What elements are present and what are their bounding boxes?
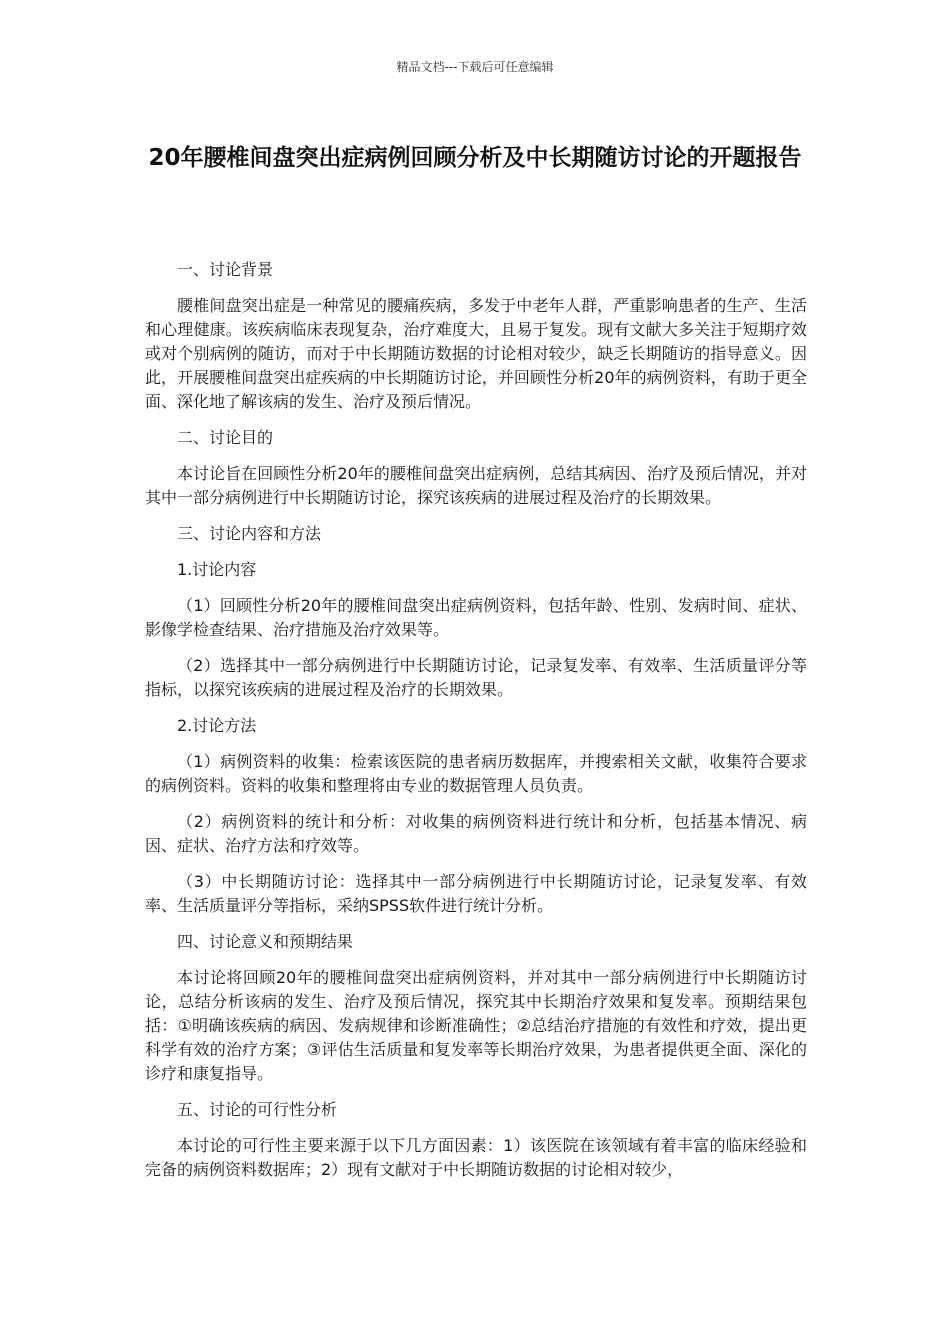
document-title: 20年腰椎间盘突出症病例回顾分析及中长期随访讨论的开题报告 bbox=[148, 145, 802, 171]
section-heading-content-method: 三、讨论内容和方法 bbox=[177, 524, 322, 543]
section-heading-background: 一、讨论背景 bbox=[177, 260, 274, 279]
paragraph-method-3: （3）中长期随访讨论：选择其中一部分病例进行中长期随访讨论，记录复发率、有效率、生活质量评分等指标，采纳SPSS软件进行统计分析。 bbox=[145, 872, 807, 915]
section-heading-significance: 四、讨论意义和预期结果 bbox=[177, 932, 354, 951]
paragraph-content-2: （2）选择其中一部分病例进行中长期随访讨论，记录复发率、有效率、生活质量评分等指标，以探究该疾病的进展过程及治疗的长期效果。 bbox=[145, 656, 807, 699]
paragraph-feasibility: 本讨论的可行性主要来源于以下几方面因素：1）该医院在该领域有着丰富的临床经验和完备的病例资料数据库；2）现有文献对于中长期随访数据的讨论相对较少， bbox=[145, 1136, 807, 1179]
section-heading-feasibility: 五、讨论的可行性分析 bbox=[177, 1100, 338, 1119]
section-heading-purpose: 二、讨论目的 bbox=[177, 428, 274, 447]
subheading-method: 2.讨论方法 bbox=[177, 716, 257, 735]
paragraph-purpose: 本讨论旨在回顾性分析20年的腰椎间盘突出症病例，总结其病因、治疗及预后情况，并对其中一部分病例进行中长期随访讨论，探究该疾病的进展过程及治疗的长期效果。 bbox=[145, 464, 807, 507]
paragraph-method-2: （2）病例资料的统计和分析：对收集的病例资料进行统计和分析，包括基本情况、病因、症状、治疗方法和疗效等。 bbox=[145, 812, 807, 855]
paragraph-content-1: （1）回顾性分析20年的腰椎间盘突出症病例资料，包括年龄、性别、发病时间、症状、影像学检查结果、治疗措施及治疗效果等。 bbox=[145, 596, 807, 639]
paragraph-significance: 本讨论将回顾20年的腰椎间盘突出症病例资料，并对其中一部分病例进行中长期随访讨论，总结分析该病的发生、治疗及预后情况，探究其中长期治疗效果和复发率。预期结果包括：①明确该疾病的病因、发病规律和诊断准确性；②总结治疗措施的有效性和疗效，提出更科学有效的治疗方案；③评估生活质量和复发率等长期治疗效果，为患者提供更全面、深化的诊疗和康复指导。 bbox=[145, 968, 807, 1083]
header-note: 精品文档---下载后可任意编辑 bbox=[396, 60, 554, 74]
paragraph-method-1: （1）病例资料的收集：检索该医院的患者病历数据库，并搜索相关文献，收集符合要求的病例资料。资料的收集和整理将由专业的数据管理人员负责。 bbox=[145, 752, 807, 795]
subheading-content: 1.讨论内容 bbox=[177, 560, 257, 579]
document-body bbox=[145, 258, 807, 1194]
paragraph-background: 腰椎间盘突出症是一种常见的腰痛疾病，多发于中老年人群，严重影响患者的生产、生活和心理健康。该疾病临床表现复杂，治疗难度大，且易于复发。现有文献大多关注于短期疗效或对个别病例的随访，而对于中长期随访数据的讨论相对较少，缺乏长期随访的指导意义。因此，开展腰椎间盘突出症疾病的中长期随访讨论，并回顾性分析20年的病例资料，有助于更全面、深化地了解该病的发生、治疗及预后情况。 bbox=[145, 296, 807, 411]
